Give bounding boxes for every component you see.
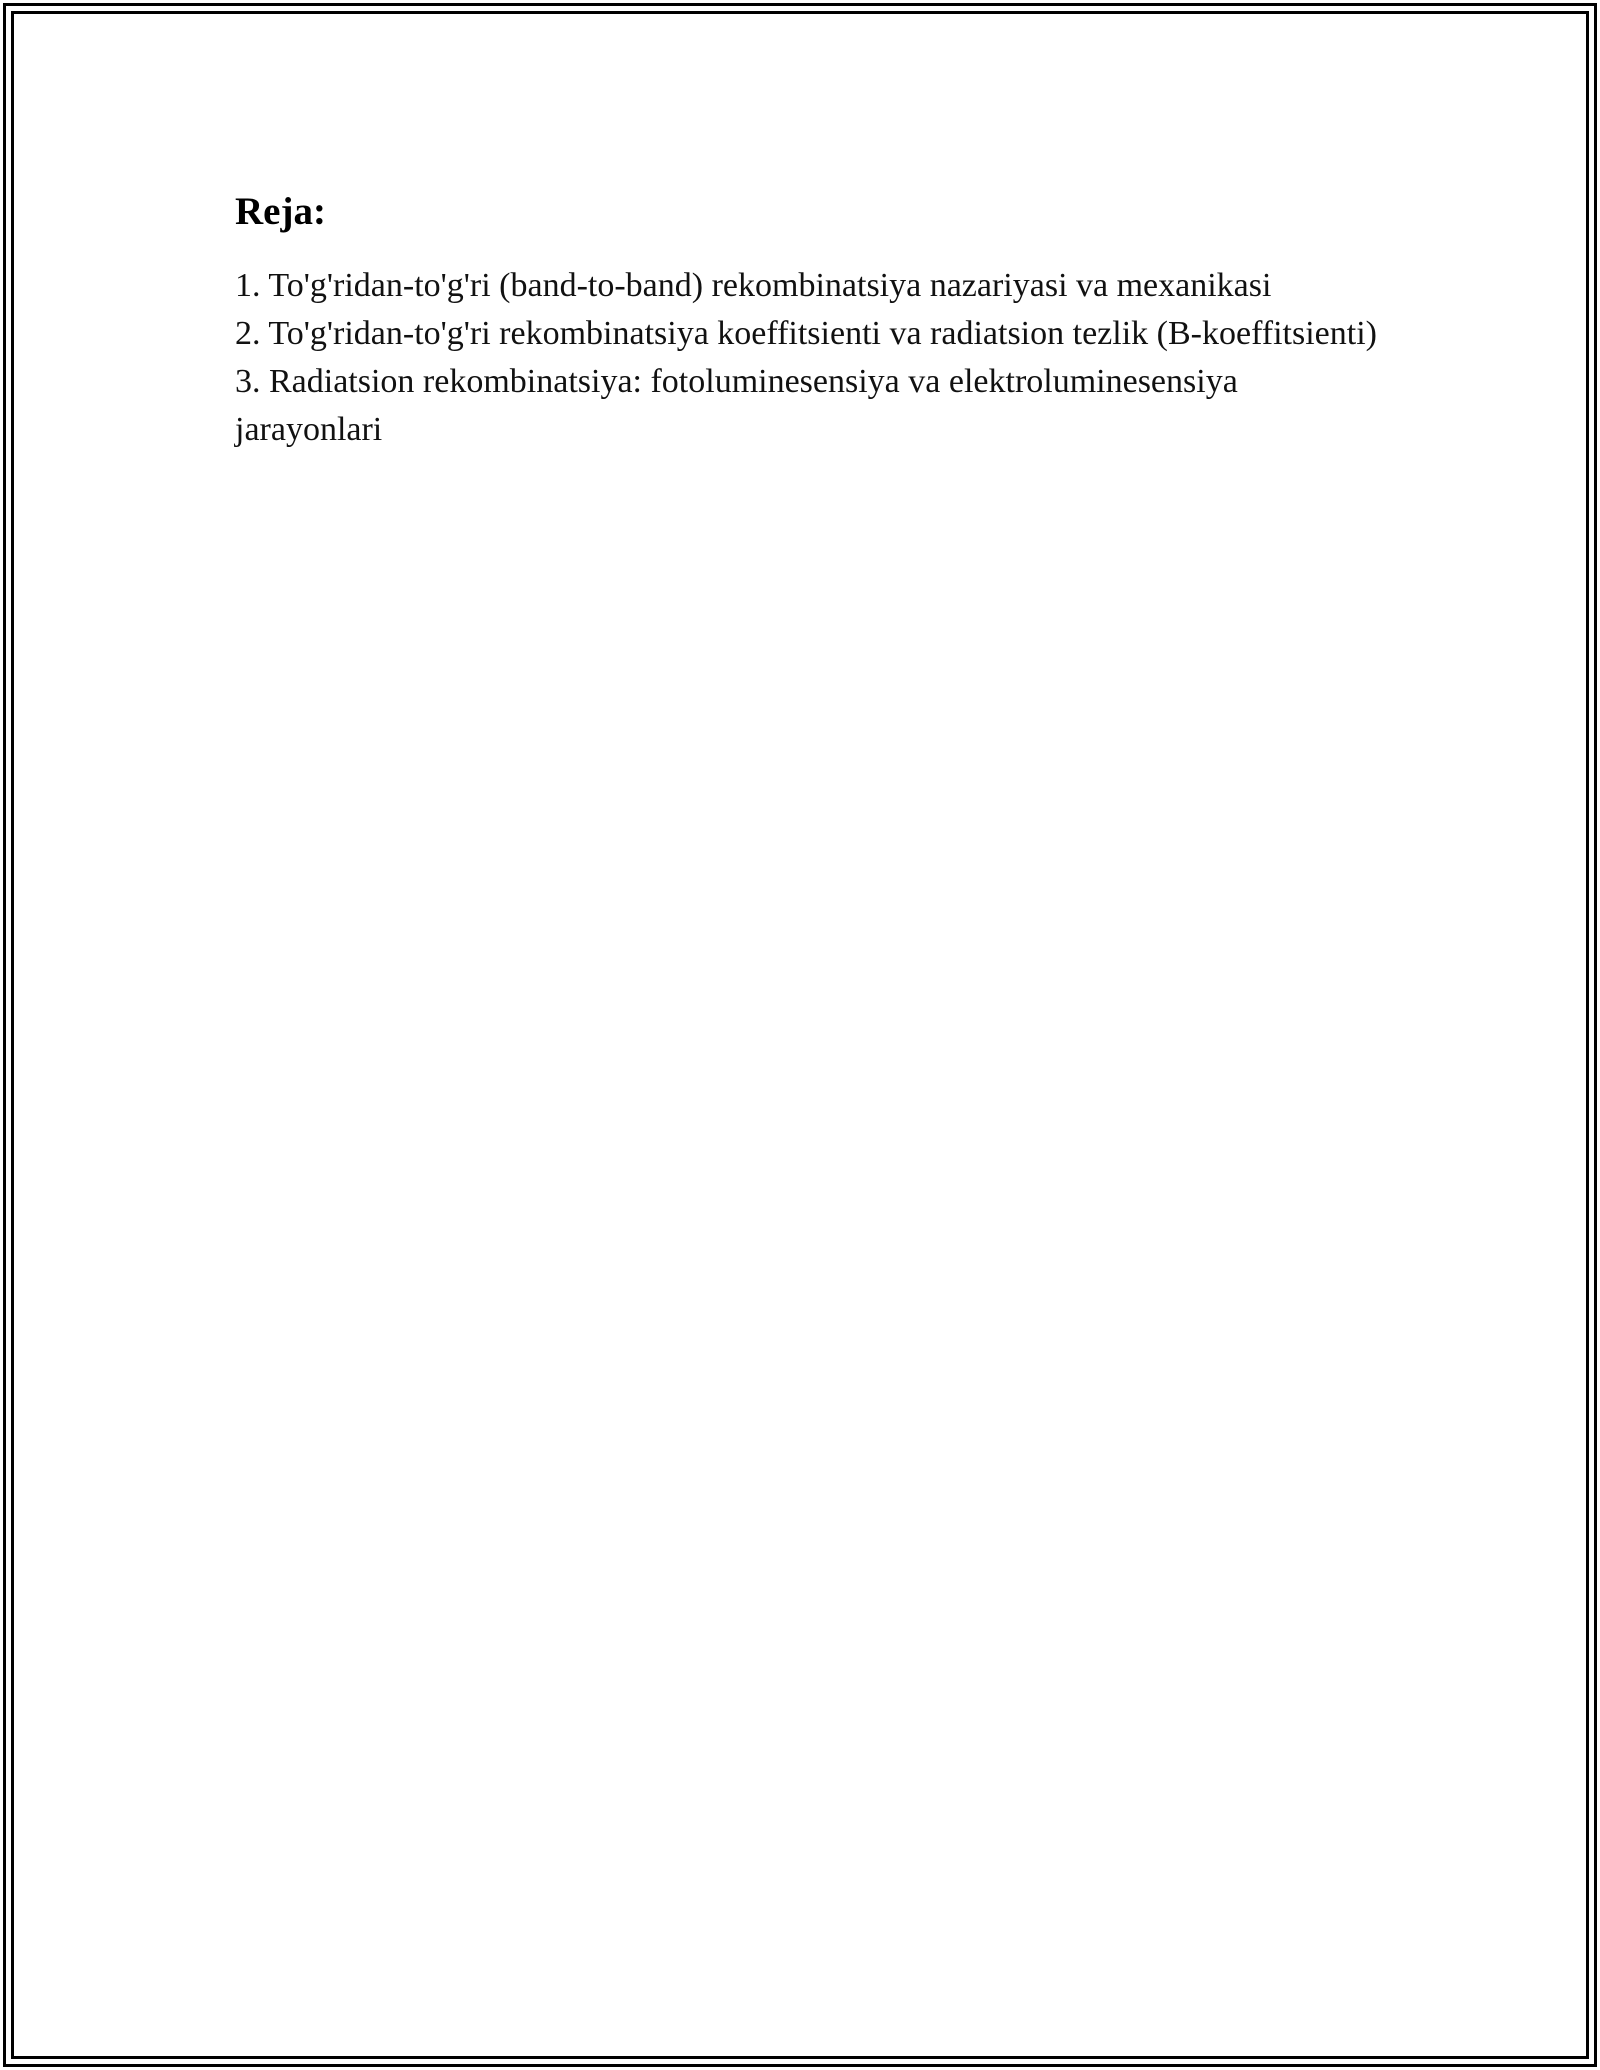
- plan-item-2: 2. To'g'ridan-to'g'ri rekombinatsiya koeffitsienti va radiatsion tezlik (B-koeffitsienti): [235, 315, 1377, 352]
- plan-item-3: 3. Radiatsion rekombinatsiya: fotoluminesensiya va elektroluminesensiya jarayonlari: [235, 363, 1238, 448]
- plan-item-1: 1. To'g'ridan-to'g'ri (band-to-band) rekombinatsiya nazariyasi va mexanikasi: [235, 267, 1272, 304]
- page-content: [235, 184, 1385, 454]
- plan-list: [235, 262, 1385, 454]
- plan-heading: Reja:: [235, 190, 326, 233]
